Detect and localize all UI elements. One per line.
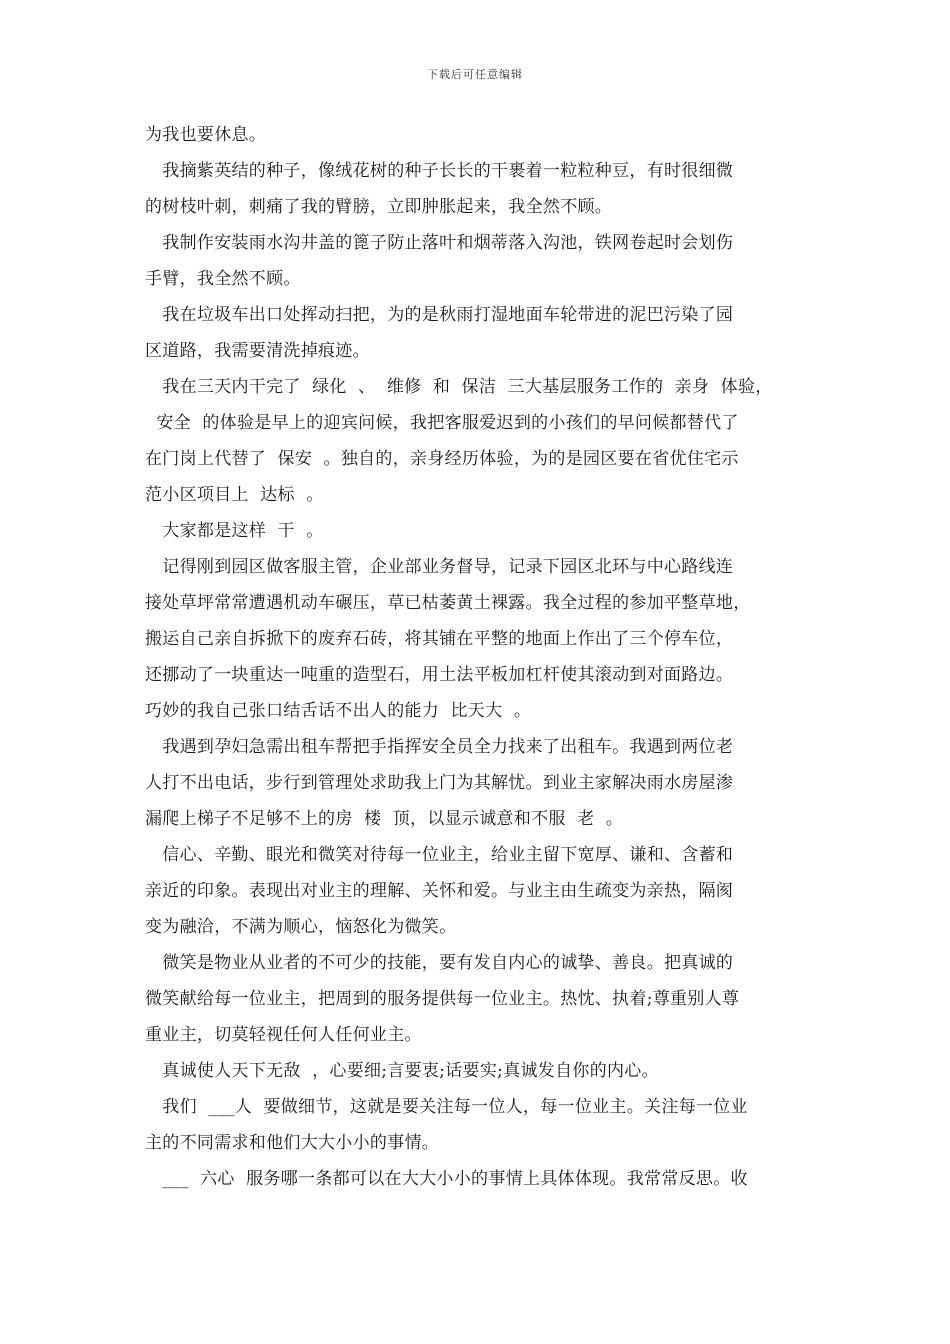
- text-line: 我遇到孕妇急需出租车帮把手指挥安全员全力找来了出租车。我遇到两位老: [145, 737, 734, 757]
- text-line: 漏爬上梯子不足够不上的房 楼 顶，以显示诚意和不服 老 。: [145, 809, 624, 829]
- text-line: 真诚使人天下无敌 ，心要细;言要衷;话要实;真诚发自你的内心。: [145, 1061, 659, 1081]
- text-line: 区道路，我需要清洗掉痕迹。: [145, 341, 370, 361]
- text-line: ___ 六心 服务哪一条都可以在大大小小的事情上具体体现。我常常反思。收: [145, 1169, 748, 1189]
- text-line: 我在三天内干完了 绿化 、 维修 和 保洁 三大基层服务工作的 亲身 体验，: [145, 377, 773, 397]
- text-line: 接处草坪常常遭遇机动车碾压，草已枯萎黄土裸露。我全过程的参加平整草地，: [145, 593, 751, 613]
- text-line: 重业主，切莫轻视任何人任何业主。: [145, 1025, 422, 1045]
- text-line: 我制作安装雨水沟井盖的篦子防止落叶和烟蒂落入沟池，铁网卷起时会划伤: [145, 233, 734, 253]
- text-line: 的树枝叶刺，刺痛了我的臂膀，立即肿胀起来，我全然不顾。: [145, 197, 613, 217]
- text-line: 在门岗上代替了 保安 。独自的，亲身经历体验，为的是园区要在省优住宅示: [145, 449, 739, 469]
- text-line: 还挪动了一块重达一吨重的造型石，用土法平板加杠杆使其滚动到对面路边。: [145, 665, 734, 685]
- text-line: 安全 的体验是早上的迎宾问候，我把客服爱迟到的小孩们的早问候都替代了: [145, 413, 739, 433]
- text-line: 范小区项目上 达标 。: [145, 485, 324, 505]
- text-line: 记得刚到园区做客服主管，企业部业务督导，记录下园区北环与中心路线连: [145, 557, 734, 577]
- text-line: 亲近的印象。表现出对业主的理解、关怀和爱。与业主由生疏变为亲热，隔阂: [145, 881, 734, 901]
- text-line: 大家都是这样 干 。: [145, 521, 324, 541]
- text-line: 我们 ___人 要做细节，这就是要关注每一位人，每一位业主。关注每一位业: [145, 1097, 748, 1117]
- text-line: 我在垃圾车出口处挥动扫把，为的是秋雨打湿地面车轮带进的泥巴污染了园: [145, 305, 734, 325]
- text-line: 搬运自己亲自拆掀下的废弃石砖，将其铺在平整的地面上作出了三个停车位，: [145, 629, 734, 649]
- text-line: 为我也要休息。: [145, 125, 267, 145]
- text-line: 信心、辛勤、眼光和微笑对待每一位业主，给业主留下宽厚、谦和、含蓄和: [145, 845, 734, 865]
- text-line: 巧妙的我自己张口结舌话不出人的能力 比天大 。: [145, 701, 532, 721]
- page-header: 下载后可任意编辑: [427, 68, 523, 81]
- text-line: 微笑献给每一位业主，把周到的服务提供每一位业主。热忱、执着;尊重别人尊: [145, 989, 740, 1009]
- text-line: 微笑是物业从业者的不可少的技能，要有发自内心的诚挚、善良。把真诚的: [145, 953, 734, 973]
- text-line: 人打不出电话，步行到管理处求助我上门为其解忧。到业主家解决雨水房屋渗: [145, 773, 734, 793]
- text-line: 主的不同需求和他们大大小小的事情。: [145, 1133, 440, 1153]
- text-line: 变为融洽，不满为顺心，恼怒化为微笑。: [145, 917, 457, 937]
- text-line: 我摘紫英结的种子，像绒花树的种子长长的干裹着一粒粒种豆，有时很细微: [145, 161, 734, 181]
- text-line: 手臂，我全然不顾。: [145, 269, 301, 289]
